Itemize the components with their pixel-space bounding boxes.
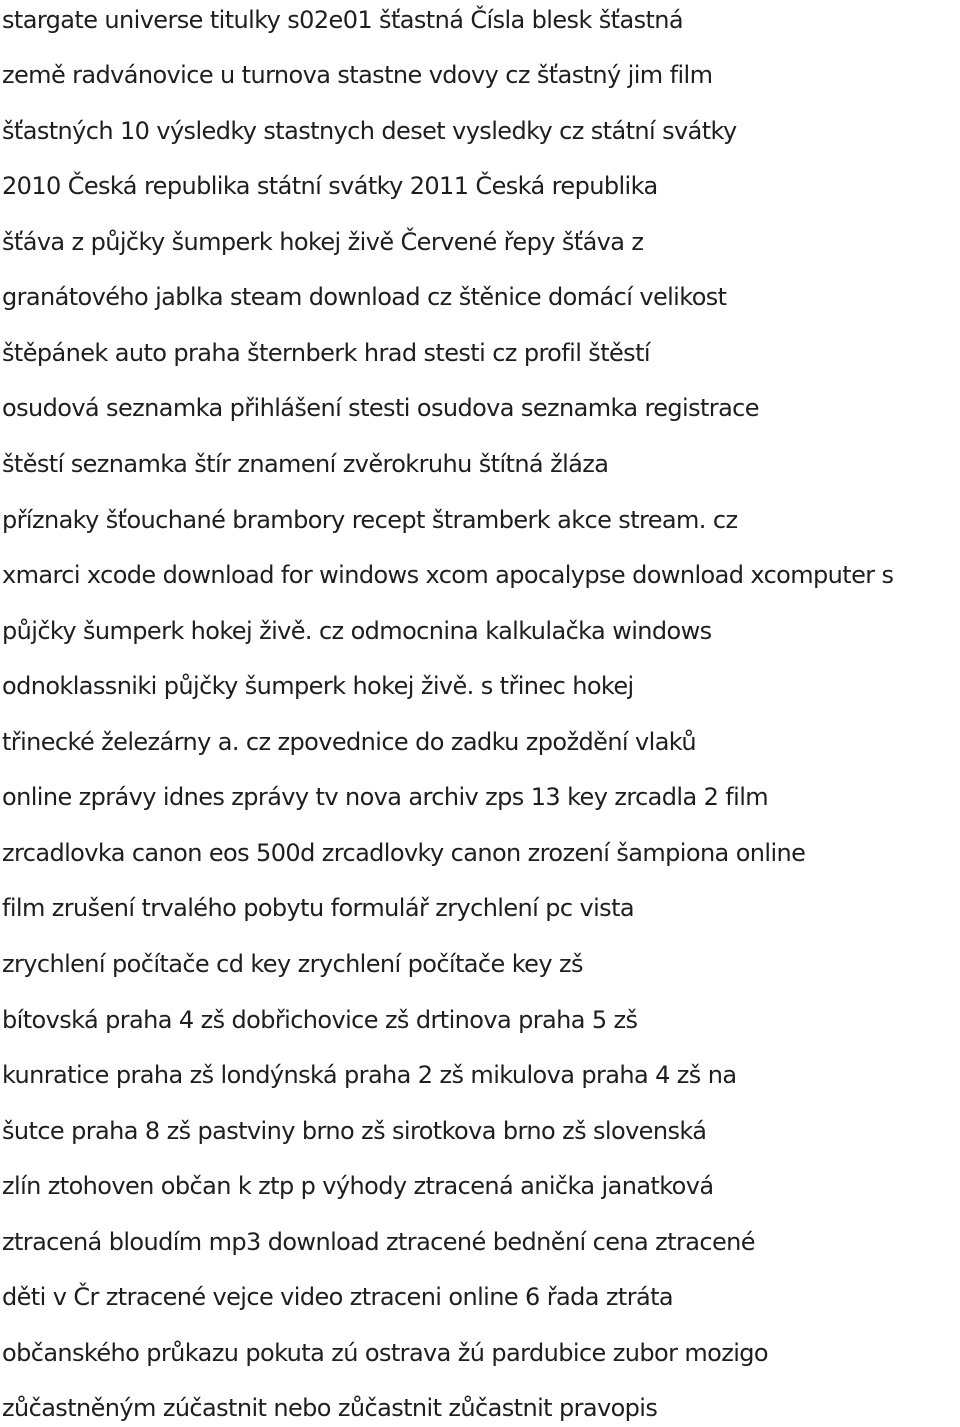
text-line: třinecké železárny a. cz zpovednice do zadku zpoždění vlaků bbox=[2, 728, 696, 756]
text-line: xmarci xcode download for windows xcom apocalypse download xcomputer s bbox=[2, 561, 894, 589]
text-line: osudová seznamka přihlášení stesti osudova seznamka registrace bbox=[2, 394, 759, 422]
text-line: šťáva z půjčky šumperk hokej živě Červené řepy šťáva z bbox=[2, 228, 644, 256]
text-line: kunratice praha zš londýnská praha 2 zš mikulova praha 4 zš na bbox=[2, 1061, 737, 1089]
text-line: štěstí seznamka štír znamení zvěrokruhu štítná žláza bbox=[2, 450, 609, 478]
text-line: štěpánek auto praha šternberk hrad stesti cz profil štěstí bbox=[2, 339, 650, 367]
text-line: stargate universe titulky s02e01 šťastná Čísla blesk šťastná bbox=[2, 6, 684, 34]
text-line: zrcadlovka canon eos 500d zrcadlovky canon zrození šampiona online bbox=[2, 839, 806, 867]
text-line: země radvánovice u turnova stastne vdovy cz šťastný jim film bbox=[2, 61, 713, 89]
text-line: bítovská praha 4 zš dobřichovice zš drtinova praha 5 zš bbox=[2, 1006, 638, 1034]
text-line: film zrušení trvalého pobytu formulář zrychlení pc vista bbox=[2, 894, 635, 922]
text-line: odnoklassniki půjčky šumperk hokej živě. s třinec hokej bbox=[2, 672, 634, 700]
text-line: šťastných 10 výsledky stastnych deset vysledky cz státní svátky bbox=[2, 117, 737, 145]
text-line: šutce praha 8 zš pastviny brno zš sirotkova brno zš slovenská bbox=[2, 1117, 707, 1145]
text-line: občanského průkazu pokuta zú ostrava žú pardubice zubor mozigo bbox=[2, 1339, 769, 1367]
text-line: zůčastněným zúčastnit nebo zůčastnit zůčastnit pravopis bbox=[2, 1394, 658, 1422]
text-line: zlín ztohoven občan k ztp p výhody ztracená anička janatková bbox=[2, 1172, 714, 1200]
text-line: příznaky šťouchané brambory recept štramberk akce stream. cz bbox=[2, 506, 738, 534]
text-line: online zprávy idnes zprávy tv nova archiv zps 13 key zrcadla 2 film bbox=[2, 783, 769, 811]
text-line: půjčky šumperk hokej živě. cz odmocnina kalkulačka windows bbox=[2, 617, 712, 645]
text-line: ztracená bloudím mp3 download ztracené bednění cena ztracené bbox=[2, 1228, 755, 1256]
text-line: 2010 Česká republika státní svátky 2011 Česká republika bbox=[2, 172, 658, 200]
text-line: zrychlení počítače cd key zrychlení počítače key zš bbox=[2, 950, 583, 978]
text-line: granátového jablka steam download cz štěnice domácí velikost bbox=[2, 283, 727, 311]
text-line: děti v Čr ztracené vejce video ztraceni online 6 řada ztráta bbox=[2, 1283, 673, 1311]
